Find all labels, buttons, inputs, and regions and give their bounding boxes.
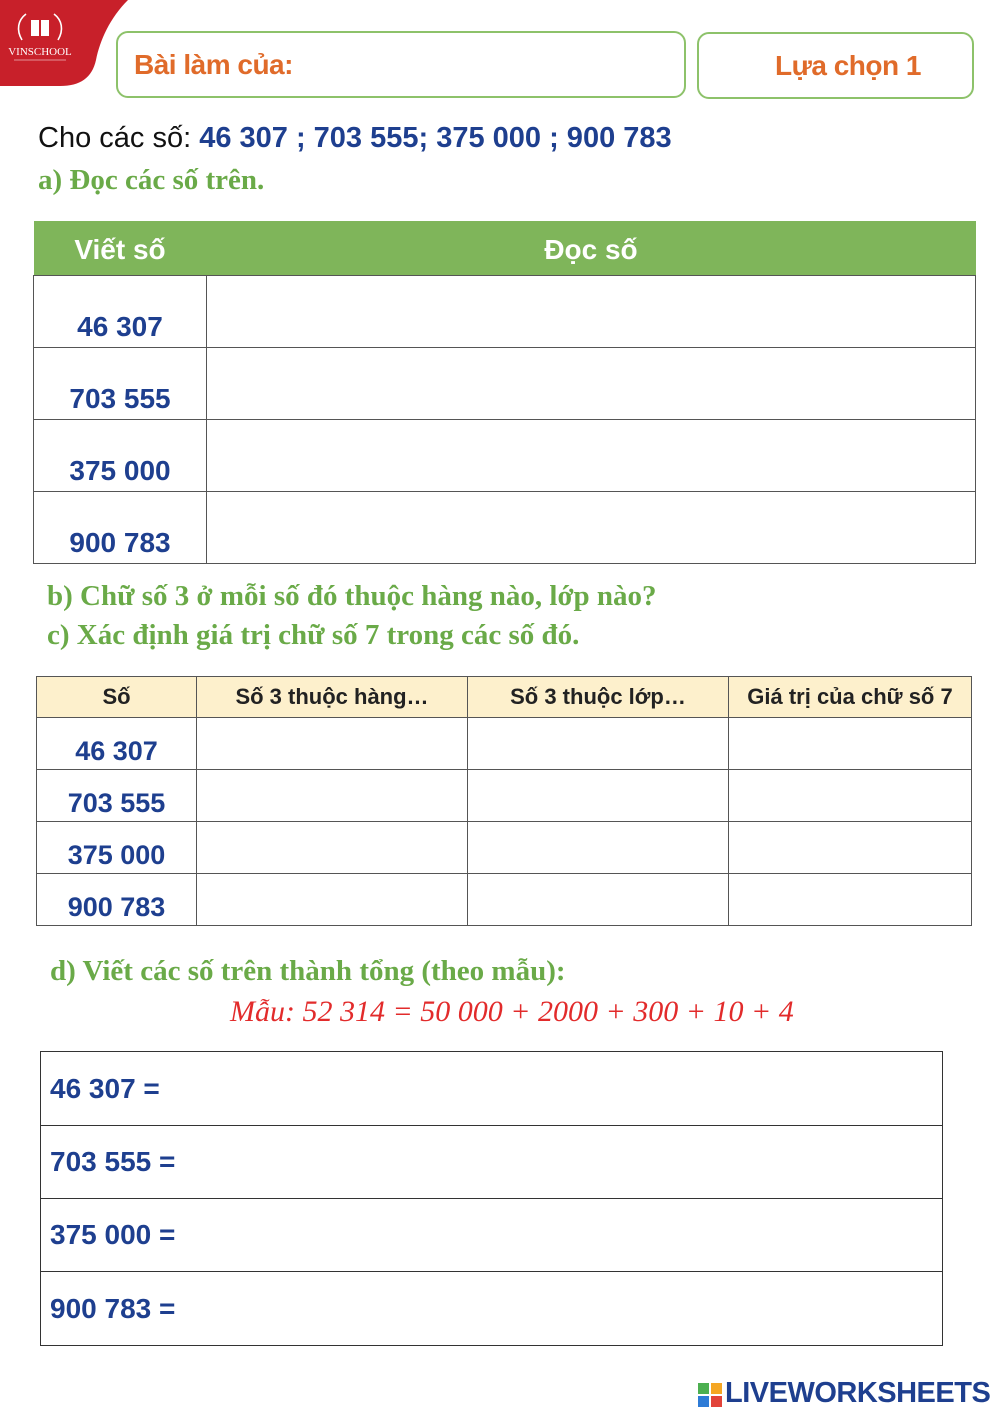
table-header-row [37,677,972,718]
number-cell: 375 000 [37,822,197,874]
table-row[interactable] [41,1052,943,1126]
table-row [37,718,972,770]
header-viet-so: Viết số [34,221,207,276]
table-row [37,874,972,926]
answer-cell[interactable] [207,492,976,564]
answer-cell[interactable] [468,770,729,822]
question-c: c) Xác định giá trị chữ số 7 trong các số đó. [47,619,580,651]
digit-table [36,676,972,926]
table-row [34,420,976,492]
header-doc-so: Đọc số [207,221,976,276]
table-row [37,770,972,822]
table-row [34,492,976,564]
answer-cell[interactable] [729,718,972,770]
question-a: a) Đọc các số trên. [38,164,265,196]
answer-cell[interactable] [197,874,468,926]
table-row [34,276,976,348]
reading-table [33,221,976,564]
header-lop: Số 3 thuộc lớp… [468,677,729,718]
table-row[interactable] [41,1199,943,1272]
question-b: b) Chữ số 3 ở mỗi số đó thuộc hàng nào, lớp nào? [47,580,657,612]
answer-cell[interactable] [197,770,468,822]
answer-cell[interactable] [207,420,976,492]
number-cell: 900 783 [37,874,197,926]
student-name-box[interactable] [116,31,686,98]
header-hang: Số 3 thuộc hàng… [197,677,468,718]
answer-cell[interactable] [197,822,468,874]
answer-cell[interactable] [207,276,976,348]
number-cell: 900 783 [34,492,207,564]
answer-cell[interactable] [468,718,729,770]
answer-cell[interactable] [468,874,729,926]
logo-text: VINSCHOOL [8,46,72,58]
sum-table [40,1051,943,1346]
intro-line [38,122,672,155]
vinschool-logo [0,0,128,86]
table-row[interactable] [41,1126,943,1199]
header-so: Số [37,677,197,718]
intro-label: Cho các số: [38,122,192,154]
sum-cell[interactable]: 46 307 = [41,1052,943,1126]
name-label: Bài làm của: [134,49,293,80]
number-cell: 703 555 [37,770,197,822]
table-header-row [34,221,976,276]
table-row [34,348,976,420]
answer-cell[interactable] [729,770,972,822]
liveworksheets-icon [697,1382,723,1408]
sum-cell[interactable]: 900 783 = [41,1272,943,1346]
sample-line: Mẫu: 52 314 = 50 000 + 2000 + 300 + 10 + 4 [230,995,794,1028]
intro-numbers: 46 307 ; 703 555; 375 000 ; 900 783 [191,122,672,154]
number-cell: 375 000 [34,420,207,492]
answer-cell[interactable] [197,718,468,770]
option-label: Lựa chọn 1 [775,50,921,81]
number-cell: 703 555 [34,348,207,420]
liveworksheets-text: LIVEWORKSHEETS [725,1377,991,1409]
answer-cell[interactable] [207,348,976,420]
sum-cell[interactable]: 703 555 = [41,1126,943,1199]
answer-cell[interactable] [468,822,729,874]
liveworksheets-brand [697,1377,997,1410]
sum-cell[interactable]: 375 000 = [41,1199,943,1272]
answer-cell[interactable] [729,822,972,874]
table-row[interactable] [41,1272,943,1346]
table-row [37,822,972,874]
option-box [697,32,974,99]
header-gia-tri: Giá trị của chữ số 7 [729,677,972,718]
answer-cell[interactable] [729,874,972,926]
question-d: d) Viết các số trên thành tổng (theo mẫu): [50,955,566,987]
number-cell: 46 307 [34,276,207,348]
number-cell: 46 307 [37,718,197,770]
